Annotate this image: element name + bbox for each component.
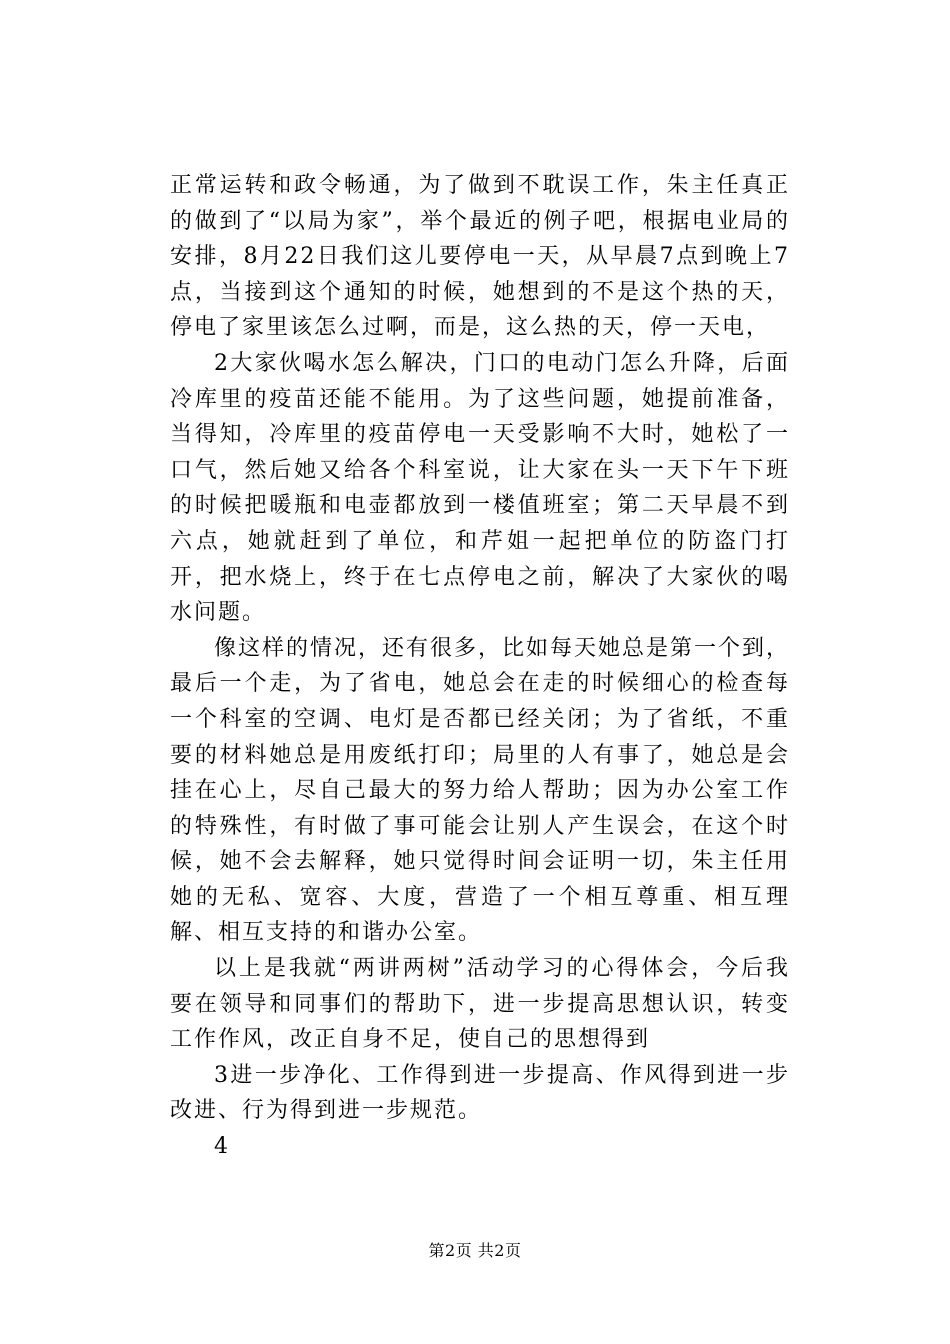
paragraph-4: 以上是我就“两讲两树”活动学习的心得体会，今后我要在领导和同事们的帮助下，进一步提高思想认识，转变工作作风，改正自身不足，使自己的思想得到: [170, 956, 790, 1053]
page-number-label: 第2页 共2页: [428, 1241, 522, 1260]
page-footer: [0, 1241, 950, 1261]
paragraph-2: 2大家伙喝水怎么解决，门口的电动门怎么升降，后面冷库里的疫苗还能不能用。为了这些问题，她提前准备，当得知，冷库里的疫苗停电一天受影响不大时，她松了一口气，然后她又给各个科室说，让大家在头一天下午下班的时候把暖瓶和电壶都放到一楼值班室；第二天早晨不到六点，她就赶到了单位，和芹姐一起把单位的防盗门打开，把水烧上，终于在七点停电之前，解决了大家伙的喝水问题。: [170, 350, 790, 626]
paragraph-6: 4: [214, 1134, 230, 1160]
paragraph-continuation: 正常运转和政令畅通，为了做到不耽误工作，朱主任真正的做到了“以局为家”，举个最近的例子吧，根据电业局的安排，8月22日我们这儿要停电一天，从早晨7点到晚上7点，当接到这个通知的时候，她想到的不是这个热的天，停电了家里该怎么过啊，而是，这么热的天，停一天电，: [170, 173, 790, 341]
document-body: [170, 168, 790, 1165]
paragraph-5: 3进一步净化、工作得到进一步提高、作风得到进一步改进、行为得到进一步规范。: [170, 1062, 790, 1124]
paragraph-3: 像这样的情况，还有很多，比如每天她总是第一个到，最后一个走，为了省电，她总会在走的时候细心的检查每一个科室的空调、电灯是否都已经关闭；为了省纸，不重要的材料她总是用废纸打印；局里的人有事了，她总是会挂在心上，尽自己最大的努力给人帮助；因为办公室工作的特殊性，有时做了事可能会让别人产生误会，在这个时候，她不会去解释，她只觉得时间会证明一切，朱主任用她的无私、宽容、大度，营造了一个相互尊重、相互理解、相互支持的和谐办公室。: [170, 635, 791, 946]
